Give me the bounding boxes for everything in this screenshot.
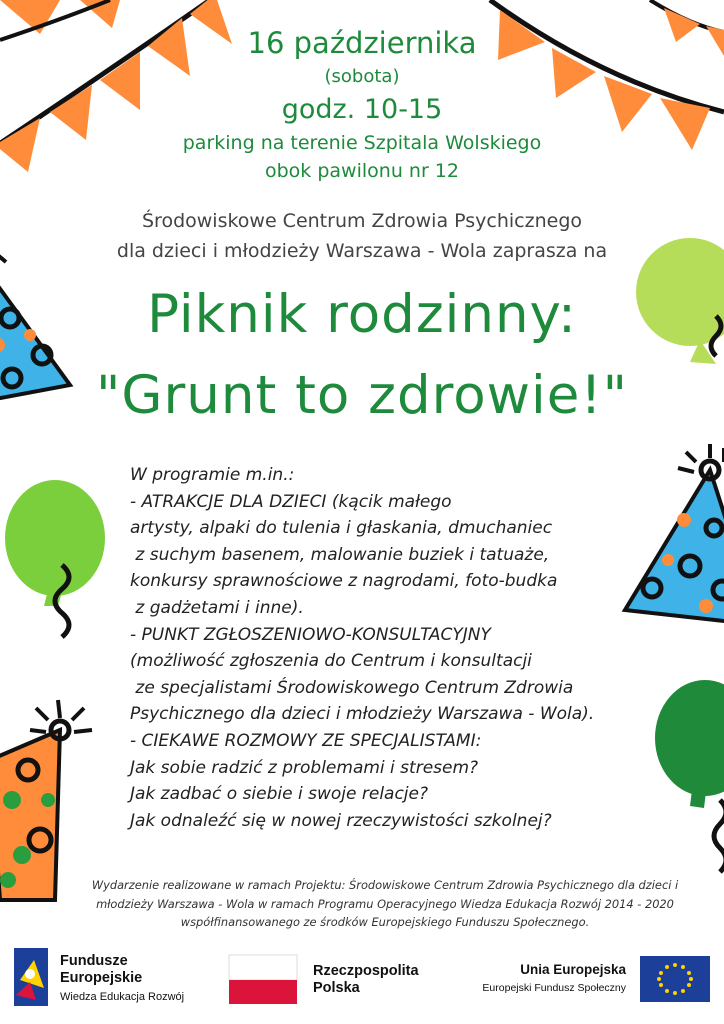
program-line: konkursy sprawnościowe z nagrodami, foto-budka <box>130 571 558 592</box>
program-line: W programie m.in.: <box>130 465 295 485</box>
rp-logo-line1: Rzeczpospolita <box>313 963 419 979</box>
event-weekday: (sobota) <box>324 66 400 87</box>
program-line: Jak odnaleźć się w nowej rzeczywistości szkolnej? <box>130 810 552 831</box>
poster-title-line2: "Grunt to zdrowie!" <box>96 365 628 426</box>
poster-title-line1: Piknik rodzinny: <box>147 284 577 345</box>
program-line: - PUNKT ZGŁOSZENIOWO-KONSULTACYJNY <box>130 624 491 645</box>
program-line: z suchym basenem, malowanie buziek i tatuaże, <box>130 544 550 565</box>
program-line: ze specjalistami Środowiskowego Centrum Zdrowia <box>130 677 574 698</box>
program-line: (możliwość zgłoszenia do Centrum i konsultacji <box>130 651 532 672</box>
ue-logo-subtitle: Europejski Fundusz Społeczny <box>482 982 626 994</box>
footnote-line: Wydarzenie realizowane w ramach Projektu: Środowiskowe Centrum Zdrowia Psychicznego dla dzieci i <box>91 878 679 892</box>
program-line: Jak zadbać o siebie i swoje relacje? <box>130 784 429 805</box>
program-line: artysty, alpaki do tulenia i głaskania, dmuchaniec <box>130 518 553 539</box>
program-line: z gadżetami i inne). <box>130 597 304 618</box>
eu-flag <box>640 956 710 1002</box>
rp-logo-line2: Polska <box>313 980 360 996</box>
ue-logo-title: Unia Europejska <box>520 962 626 977</box>
event-place-line1: parking na terenie Szpitala Wolskiego <box>182 132 542 154</box>
program-line: Jak sobie radzić z problemami i stresem? <box>130 757 479 778</box>
fe-logo-line2: Europejskie <box>60 970 143 986</box>
event-place-line2: obok pawilonu nr 12 <box>265 160 459 182</box>
program-list <box>130 462 670 834</box>
fe-logo-line1: Fundusze <box>60 953 128 969</box>
program-line: - CIEKAWE ROZMOWY ZE SPECJALISTAMI: <box>130 730 482 751</box>
funding-footnote <box>40 876 724 932</box>
balloon-mid-green <box>5 480 105 637</box>
program-line: - ATRAKCJE DLA DZIECI (kącik małego <box>130 491 452 512</box>
fundusze-europejskie-logo-mark <box>14 948 48 1006</box>
event-hours: godz. 10-15 <box>281 94 443 125</box>
organizer-line1: Środowiskowe Centrum Zdrowia Psychicznego <box>141 210 582 232</box>
party-hat-orange-left <box>0 700 92 900</box>
fe-logo-subtitle: Wiedza Edukacja Rozwój <box>60 991 185 1003</box>
fe-logo-title <box>60 953 142 987</box>
footnote-line: współfinansowanego ze środków Europejskiego Funduszu Społecznego. <box>180 915 590 929</box>
poland-flag <box>229 955 297 1004</box>
program-line: Psychicznego dla dzieci i młodzieży Warszawa - Wola). <box>130 704 595 725</box>
footnote-line: młodzieży Warszawa - Wola w ramach Programu Operacyjnego Wiedza Edukacja Rozwój 2014 - 2020 <box>96 896 674 911</box>
event-date: 16 października <box>247 26 477 60</box>
organizer-line2: dla dzieci i młodzieży Warszawa - Wola zaprasza na <box>116 240 608 262</box>
rp-logo-text <box>313 963 419 997</box>
